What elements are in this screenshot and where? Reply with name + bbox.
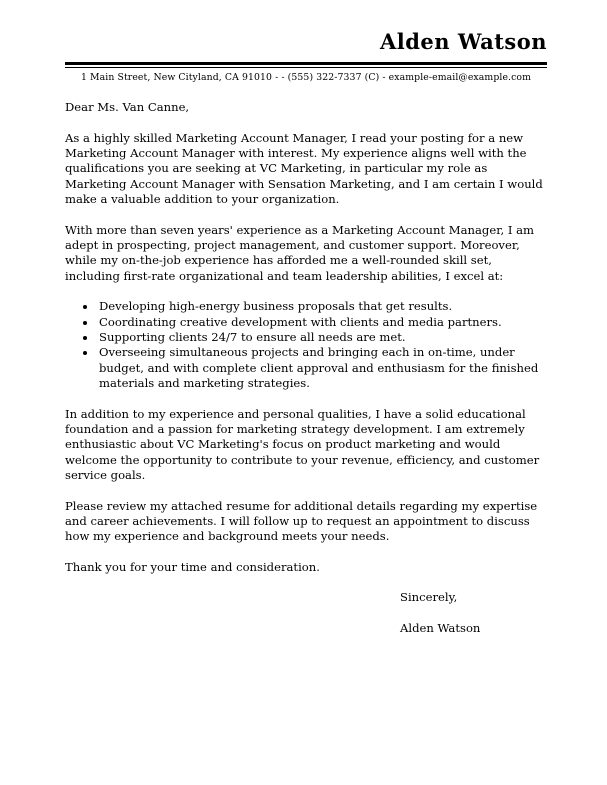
signoff: Sincerely, [400,590,458,605]
signature-name: Alden Watson [400,620,481,635]
header-divider-rule [65,62,547,68]
bullet-item: • Overseeing simultaneous projects and bringing each in on-time, under budget, and with complete client approval and enthusiasm for the finished materials and marketing strategies. [97,345,547,391]
signoff-block [400,590,547,636]
letter-body [65,100,547,636]
paragraph-education: In addition to my experience and personal qualities, I have a solid educational foundation and a passion for marketing strategy development. I am extremely enthusiastic about VC Marketing's focus on product marketing and would welcome the opportunity to contribute to your revenue, efficiency, and customer service goals. [65,406,540,483]
salutation: Dear Ms. Van Canne, [65,100,190,115]
contact-info-line: 1 Main Street, New Cityland, CA 91010 - - (555) 322-7337 (C) - example-email@example.com [80,72,532,84]
paragraph-intro: As a highly skilled Marketing Account Manager, I read your posting for a new Marketing Account Manager with interest. My experience aligns well with the qualifications you are seeking at VC Marketing, in particular my role as Marketing Account Manager with Sensation Marketing, and I am certain I would make a valuable addition to your organization. [65,130,543,207]
bullet-item: • Developing high-energy business proposals that get results. [97,299,547,314]
paragraph-resume-followup: Please review my attached resume for additional details regarding my expertise and career achievements. I will follow up to request an appointment to discuss how my experience and background meets your needs. [65,498,538,544]
skills-bullet-list [65,299,547,391]
bullet-item: • Coordinating creative development with clients and media partners. [97,315,547,330]
paragraph-thanks: Thank you for your time and consideration. [65,559,320,574]
paragraph-experience: With more than seven years' experience as a Marketing Account Manager, I am adept in prospecting, project management, and customer support. Moreover, while my on-the-job experience has afforded me a well-rounded skill set, including first-rate organizational and team leadership abilities, I excel at: [65,222,535,283]
author-name-heading: Alden Watson [379,29,547,54]
bullet-item: • Supporting clients 24/7 to ensure all needs are met. [97,330,547,345]
